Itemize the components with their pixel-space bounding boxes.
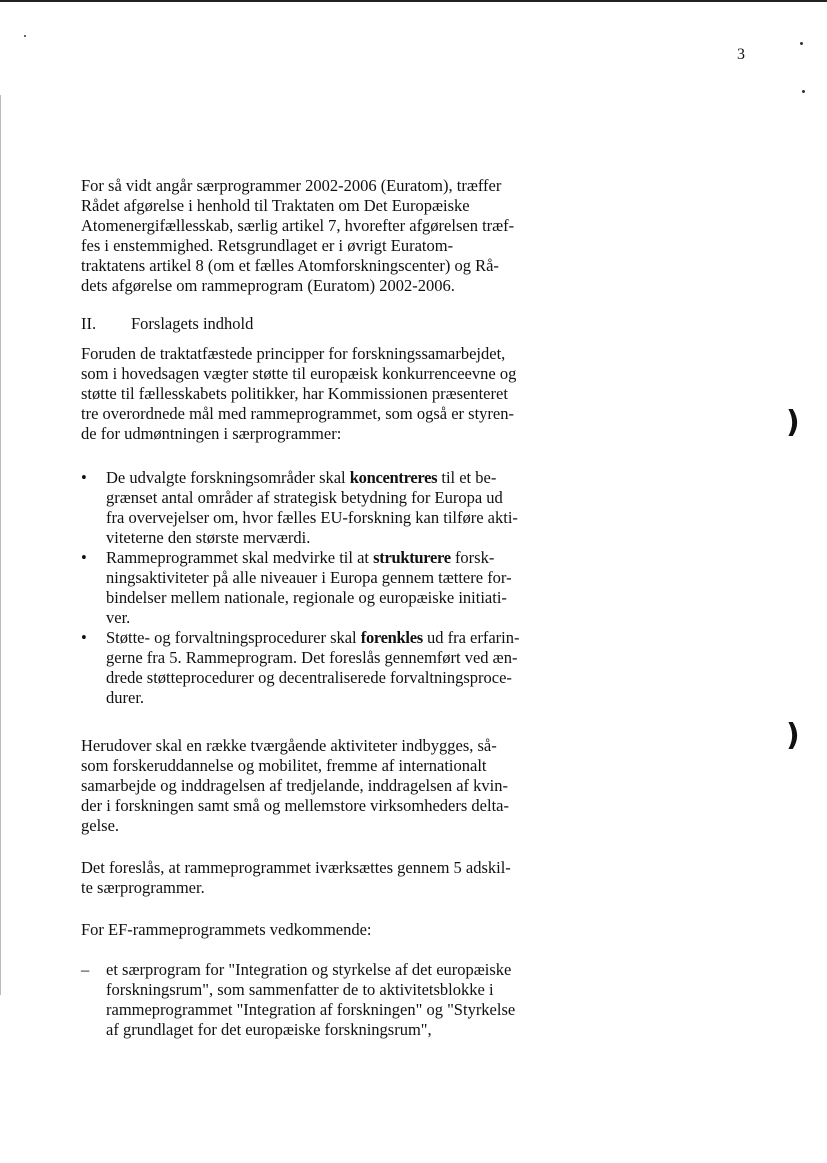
programme-list — [81, 960, 601, 1040]
emphasis-text: strukturere — [373, 548, 451, 567]
text-line: af grundlaget for det europæiske forskningsrum", — [106, 1020, 432, 1039]
text-line: forskningsrum", som sammenfatter de to aktivitetsblokke i — [106, 980, 494, 999]
text-line: rammeprogrammet "Integration af forskningen" og "Styrkelse — [106, 1000, 516, 1019]
text-line: Herudover skal en række tværgående aktiviteter indbygges, så- — [81, 736, 497, 755]
text-line: tre overordnede mål med rammeprogrammet, som også er styren- — [81, 404, 514, 423]
text-line: fra overvejelser om, hvor fælles EU-forskning kan tilføre akti- — [106, 508, 518, 527]
paragraph-objectives — [81, 344, 601, 444]
text-line: de for udmøntningen i særprogrammer: — [81, 424, 342, 443]
section-title: Forslagets indhold — [131, 314, 254, 333]
text-line: Det foreslås, at rammeprogrammet iværksættes gennem 5 adskil- — [81, 858, 511, 877]
page-number: 3 — [737, 46, 745, 63]
text-line: samarbejde og inddragelsen af tredjelande, inddragelsen af kvin- — [81, 776, 508, 795]
text-line: For så vidt angår særprogrammer 2002-2006 (Euratom), træffer — [81, 176, 502, 195]
document-body — [81, 176, 601, 1040]
bullet-marker: • — [81, 628, 87, 647]
text-line: ver. — [106, 608, 131, 627]
section-number: II. — [81, 314, 97, 333]
objectives-list — [81, 468, 601, 708]
text-line: drede støtteprocedurer og decentraliserede forvaltningsproce- — [106, 668, 512, 687]
binder-hole-mark: ) — [786, 405, 800, 440]
text-line: Rammeprogrammet skal medvirke til at strukturere forsk- — [106, 548, 495, 567]
text-line: Atomenergifællesskab, særlig artikel 7, hvorefter afgørelsen træf- — [81, 216, 515, 235]
text-line: der i forskningen samt små og mellemstore virksomheders delta- — [81, 796, 509, 815]
list-item — [81, 548, 601, 628]
emphasis-text: koncentreres — [349, 468, 438, 487]
dash-marker: – — [81, 960, 90, 979]
text-line: som i hovedsagen vægter støtte til europæisk konkurrenceevne og — [81, 364, 517, 383]
emphasis-text: forenkles — [360, 628, 423, 647]
section-heading — [81, 314, 601, 334]
text-line: gerne fra 5. Rammeprogram. Det foreslås gennemført ved æn- — [106, 648, 518, 667]
text-line: gelse. — [81, 816, 120, 835]
scan-edge-line — [0, 95, 1, 995]
text-line: støtte til fællesskabets politikker, har Kommissionen præsenteret — [81, 384, 508, 403]
text-line: Rådet afgørelse i henhold til Traktaten om Det Europæiske — [81, 196, 470, 215]
scan-speck — [800, 42, 803, 45]
paragraph-ef-intro — [81, 920, 601, 940]
text-line: fes i enstemmighed. Retsgrundlaget er i øvrigt Euratom- — [81, 236, 454, 255]
bullet-marker: • — [81, 468, 87, 487]
binder-hole-mark: ) — [786, 718, 800, 753]
list-item — [81, 468, 601, 548]
scan-speck — [802, 90, 805, 93]
text-line: Støtte- og forvaltningsprocedurer skal forenkles ud fra erfarin- — [106, 628, 520, 647]
text-line: te særprogrammer. — [81, 878, 205, 897]
text-line: durer. — [106, 688, 145, 707]
text-line: bindelser mellem nationale, regionale og europæiske initiati- — [106, 588, 507, 607]
list-item — [81, 628, 601, 708]
scan-speck — [24, 35, 26, 37]
text-line: ningsaktiviteter på alle niveauer i Europa gennem tættere for- — [106, 568, 512, 587]
paragraph-implementation — [81, 858, 601, 898]
text-line: traktatens artikel 8 (om et fælles Atomforskningscenter) og Rå- — [81, 256, 499, 275]
paragraph-cross-cutting — [81, 736, 601, 836]
page-top-border — [0, 0, 827, 2]
text-line: et særprogram for "Integration og styrkelse af det europæiske — [106, 960, 512, 979]
paragraph-legal-basis — [81, 176, 601, 296]
text-line: viteterne den største merværdi. — [106, 528, 311, 547]
text-line: grænset antal områder af strategisk betydning for Europa ud — [106, 488, 503, 507]
text-line: Foruden de traktatfæstede principper for forskningssamarbejdet, — [81, 344, 506, 363]
text-line: De udvalgte forskningsområder skal koncentreres til et be- — [106, 468, 497, 487]
text-line: dets afgørelse om rammeprogram (Euratom) 2002-2006. — [81, 276, 455, 295]
list-item — [81, 960, 601, 1040]
text-line: som forskeruddannelse og mobilitet, fremme af internationalt — [81, 756, 487, 775]
bullet-marker: • — [81, 548, 87, 567]
text-line: For EF-rammeprogrammets vedkommende: — [81, 920, 372, 939]
